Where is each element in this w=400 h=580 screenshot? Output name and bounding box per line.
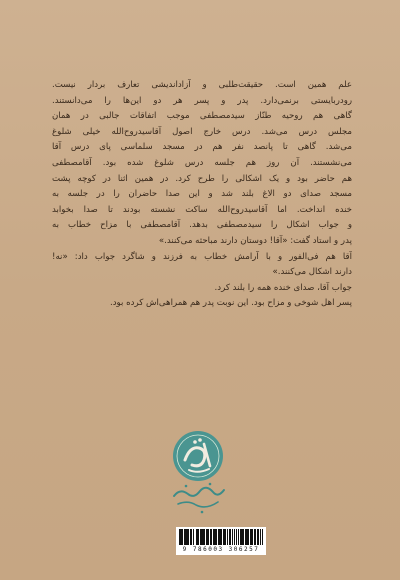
barcode-bar — [260, 529, 261, 545]
body-line: مسجد صدای دو الاغ بلند شد و این صدا حاضران را در جلسه به — [52, 189, 352, 200]
logo-dot — [201, 511, 204, 514]
body-line: هم حاضر بود و یک اشکالی را طرح کرد. در همین اثنا در کوچه پشت — [52, 173, 352, 184]
barcode-bar — [243, 529, 244, 545]
body-line: می‌نشستند. آن روز هم جلسه درس شلوغ شده بود. آقامصطفی — [52, 157, 352, 168]
barcode-number: 9 786003 306257 — [182, 546, 260, 553]
barcode-bar — [204, 529, 205, 545]
body-line: رودربایستی برنمی‌دارد. پدر و پسر هر دو این‌ها را می‌دانستند. — [52, 95, 352, 106]
logo-dot — [193, 440, 197, 444]
logo-wordmark-stroke — [174, 488, 224, 496]
body-line: جواب آقا، صدای خنده همه را بلند کرد. — [214, 282, 352, 293]
logo-emblem-circle — [173, 431, 223, 481]
body-line: دارند اشکال می‌کنند.» — [272, 267, 352, 278]
body-line: و جواب اشکال را سیدمصطفی بدهد. آقامصطفی با مزاح خطاب به — [52, 220, 352, 231]
body-line: پدر و استاد گفت: «آقا! دوستان دارند مباحثه می‌کنند.» — [158, 235, 352, 246]
isbn-barcode — [176, 527, 266, 555]
barcode-bar — [227, 529, 228, 545]
body-line: پسر اهل شوخی و مزاح بود. این نوبت پدر هم همراهی‌اش کرده بود. — [110, 298, 352, 309]
body-line: مجلس درس می‌شد. درس خارج اصول آقاسیدروح‌الله خیلی شلوغ — [52, 126, 352, 137]
barcode-bars — [179, 529, 263, 545]
barcode-bar — [198, 529, 199, 545]
body-line: خنده انداخت. اما آقاسیدروح‌الله ساکت نشسته بودند تا صدا بخوابد — [52, 204, 352, 215]
barcode-bar — [232, 529, 233, 545]
barcode-bar — [215, 529, 216, 545]
barcode-bar — [248, 529, 249, 545]
body-text — [52, 78, 352, 312]
publisher-logo-icon — [166, 424, 230, 534]
logo-dot — [209, 483, 212, 486]
body-line: علم همین است. حقیقت‌طلبی و آزاداندیشی تعارف بردار نیست. — [52, 80, 352, 90]
barcode-bar — [186, 529, 188, 545]
barcode-bar — [181, 529, 182, 545]
logo-dot — [198, 438, 202, 442]
barcode-bar — [254, 529, 256, 545]
barcode-bar — [193, 529, 194, 545]
logo-wordmark-stroke — [178, 502, 218, 507]
logo-dot — [185, 485, 188, 488]
body-line: می‌شد. گاهی تا پانصد نفر هم در مسجد سلماسی پای درس آقا — [52, 142, 352, 153]
barcode-bar — [238, 529, 239, 545]
barcode-bar — [220, 529, 221, 545]
body-line: آقا هم فی‌الفور و با آرامش خطاب به فرزند و شاگرد جواب داد: «نه! — [52, 251, 352, 262]
body-line: گاهی هم روحیه طنّاز سیدمصطفی موجب اتفاقات جالبی در همان — [52, 111, 352, 122]
barcode-bar — [262, 529, 263, 545]
barcode-bar — [210, 529, 212, 545]
